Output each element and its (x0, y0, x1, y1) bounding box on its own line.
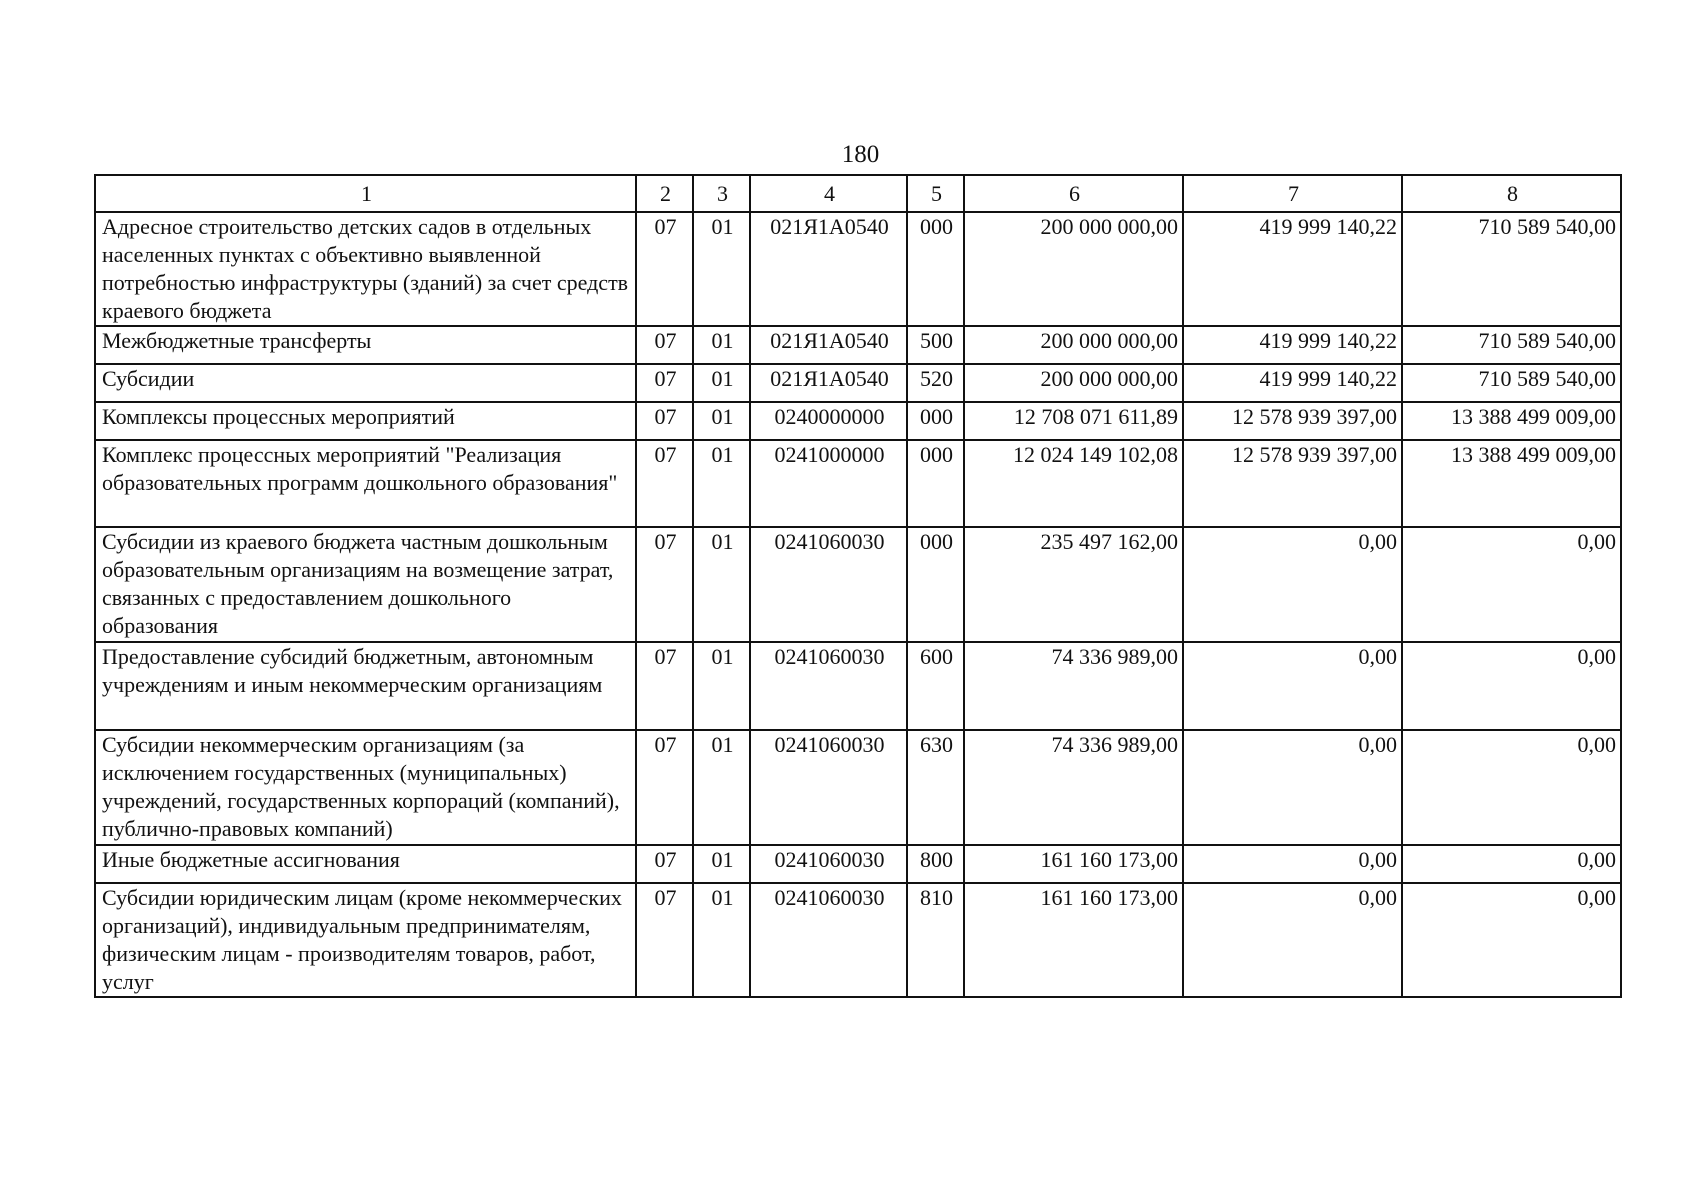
subsection-code: 01 (693, 326, 750, 364)
amount-col-7: 0,00 (1183, 845, 1402, 883)
subsection-code: 01 (693, 845, 750, 883)
header-cell: 3 (693, 175, 750, 212)
subsection-code: 01 (693, 642, 750, 730)
row-name: Адресное строительство детских садов в отдельных населенных пунктах с объективно выявленной потребностью инфраструктуры (зданий) за счет средств краевого бюджета (95, 212, 636, 326)
amount-col-6: 161 160 173,00 (964, 845, 1183, 883)
table-row (95, 440, 1621, 527)
header-row (95, 175, 1621, 212)
section-code: 07 (636, 642, 693, 730)
amount-col-6: 200 000 000,00 (964, 364, 1183, 402)
amount-col-7: 419 999 140,22 (1183, 364, 1402, 402)
expense-type-code: 630 (907, 730, 964, 845)
section-code: 07 (636, 730, 693, 845)
target-article-code: 021Я1А0540 (750, 212, 907, 326)
row-name: Субсидии (95, 364, 636, 402)
header-cell: 7 (1183, 175, 1402, 212)
table-row (95, 883, 1621, 997)
amount-col-8: 710 589 540,00 (1402, 364, 1621, 402)
expense-type-code: 810 (907, 883, 964, 997)
amount-col-8: 0,00 (1402, 730, 1621, 845)
target-article-code: 0241060030 (750, 527, 907, 642)
target-article-code: 0241060030 (750, 642, 907, 730)
subsection-code: 01 (693, 527, 750, 642)
amount-col-8: 710 589 540,00 (1402, 212, 1621, 326)
section-code: 07 (636, 440, 693, 527)
section-code: 07 (636, 883, 693, 997)
expense-type-code: 000 (907, 527, 964, 642)
expense-type-code: 000 (907, 440, 964, 527)
target-article-code: 0241060030 (750, 883, 907, 997)
target-article-code: 0241060030 (750, 730, 907, 845)
amount-col-7: 0,00 (1183, 642, 1402, 730)
expense-type-code: 800 (907, 845, 964, 883)
table-row (95, 326, 1621, 364)
target-article-code: 0241060030 (750, 845, 907, 883)
amount-col-8: 0,00 (1402, 527, 1621, 642)
subsection-code: 01 (693, 440, 750, 527)
expense-type-code: 520 (907, 364, 964, 402)
row-name: Комплекс процессных мероприятий "Реализация образовательных программ дошкольного образования" (95, 440, 636, 527)
table-row (95, 527, 1621, 642)
subsection-code: 01 (693, 883, 750, 997)
amount-col-8: 0,00 (1402, 642, 1621, 730)
section-code: 07 (636, 326, 693, 364)
row-name: Субсидии некоммерческим организациям (за исключением государственных (муниципальных) учреждений, государственных корпораций (компаний), публично-правовых компаний) (95, 730, 636, 845)
table-row (95, 642, 1621, 730)
amount-col-7: 0,00 (1183, 730, 1402, 845)
subsection-code: 01 (693, 730, 750, 845)
amount-col-8: 0,00 (1402, 883, 1621, 997)
row-name: Иные бюджетные ассигнования (95, 845, 636, 883)
subsection-code: 01 (693, 364, 750, 402)
header-cell: 8 (1402, 175, 1621, 212)
table-row (95, 730, 1621, 845)
header-cell: 6 (964, 175, 1183, 212)
section-code: 07 (636, 845, 693, 883)
table-row (95, 364, 1621, 402)
amount-col-8: 13 388 499 009,00 (1402, 402, 1621, 440)
amount-col-8: 0,00 (1402, 845, 1621, 883)
header-cell: 5 (907, 175, 964, 212)
expense-type-code: 600 (907, 642, 964, 730)
row-name: Межбюджетные трансферты (95, 326, 636, 364)
amount-col-8: 13 388 499 009,00 (1402, 440, 1621, 527)
row-name: Субсидии юридическим лицам (кроме некоммерческих организаций), индивидуальным предпринимателям, физическим лицам - производителям товаров, работ, услуг (95, 883, 636, 997)
page-number: 180 (841, 141, 880, 168)
amount-col-6: 200 000 000,00 (964, 212, 1183, 326)
amount-col-6: 161 160 173,00 (964, 883, 1183, 997)
amount-col-6: 12 708 071 611,89 (964, 402, 1183, 440)
amount-col-7: 0,00 (1183, 527, 1402, 642)
expense-type-code: 500 (907, 326, 964, 364)
amount-col-6: 200 000 000,00 (964, 326, 1183, 364)
row-name: Предоставление субсидий бюджетным, автономным учреждениям и иным некоммерческим организациям (95, 642, 636, 730)
table-row (95, 845, 1621, 883)
row-name: Субсидии из краевого бюджета частным дошкольным образовательным организациям на возмещение затрат, связанных с предоставлением дошкольного образования (95, 527, 636, 642)
expense-type-code: 000 (907, 212, 964, 326)
section-code: 07 (636, 364, 693, 402)
amount-col-6: 12 024 149 102,08 (964, 440, 1183, 527)
expense-type-code: 000 (907, 402, 964, 440)
amount-col-6: 74 336 989,00 (964, 642, 1183, 730)
amount-col-7: 0,00 (1183, 883, 1402, 997)
amount-col-7: 12 578 939 397,00 (1183, 402, 1402, 440)
header-cell: 4 (750, 175, 907, 212)
header-cell: 2 (636, 175, 693, 212)
amount-col-7: 419 999 140,22 (1183, 212, 1402, 326)
target-article-code: 0240000000 (750, 402, 907, 440)
table-row (95, 212, 1621, 326)
target-article-code: 021Я1А0540 (750, 364, 907, 402)
subsection-code: 01 (693, 212, 750, 326)
target-article-code: 021Я1А0540 (750, 326, 907, 364)
amount-col-6: 74 336 989,00 (964, 730, 1183, 845)
target-article-code: 0241000000 (750, 440, 907, 527)
row-name: Комплексы процессных мероприятий (95, 402, 636, 440)
amount-col-6: 235 497 162,00 (964, 527, 1183, 642)
budget-table (94, 174, 1622, 998)
amount-col-7: 12 578 939 397,00 (1183, 440, 1402, 527)
amount-col-8: 710 589 540,00 (1402, 326, 1621, 364)
subsection-code: 01 (693, 402, 750, 440)
section-code: 07 (636, 212, 693, 326)
header-cell: 1 (95, 175, 636, 212)
amount-col-7: 419 999 140,22 (1183, 326, 1402, 364)
table-row (95, 402, 1621, 440)
section-code: 07 (636, 527, 693, 642)
section-code: 07 (636, 402, 693, 440)
